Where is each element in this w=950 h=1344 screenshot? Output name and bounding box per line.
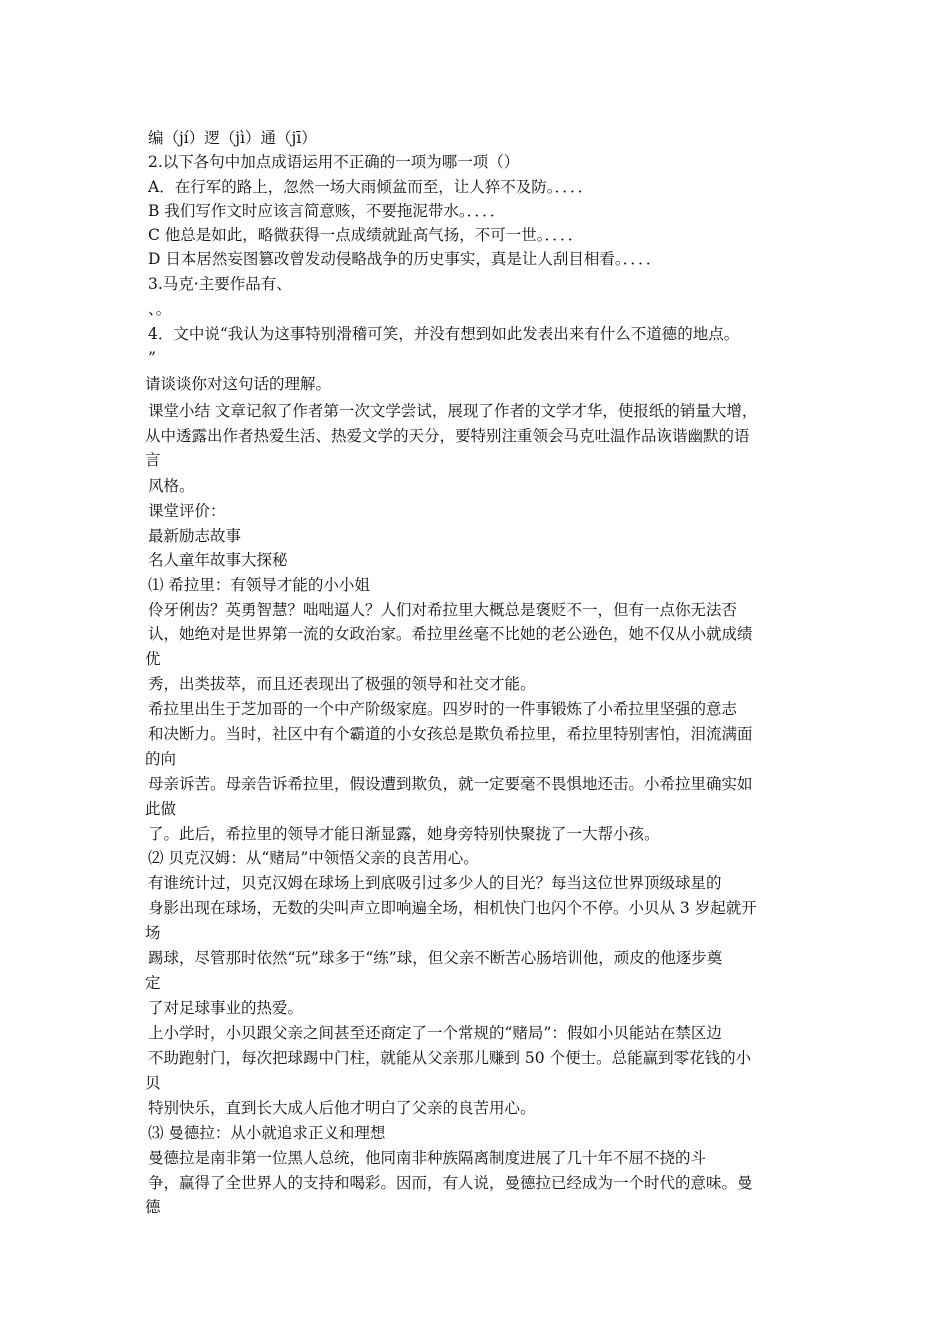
question-3-cont: 、。 [148,300,172,318]
story-1-line: 了。此后，希拉里的领导才能日渐显露，她身旁特别快聚拢了一大帮小孩。 [148,825,660,843]
story-1-title: ⑴ 希拉里：有领导才能的小小姐 [148,576,370,594]
story-1-line: 认，她绝对是世界第一流的女政治家。希拉里丝毫不比她的老公逊色，她不仅从小就成绩 [148,625,753,643]
story-1-line: 的向 [145,750,177,768]
story-2-line: 贝 [145,1074,161,1092]
story-1-line: 伶牙俐齿？英勇智慧？咄咄逼人？人们对希拉里大概总是褒贬不一，但有一点你无法否 [148,601,738,619]
story-3-line: 德 [145,1198,161,1216]
story-2-line: 身影出现在球场，无数的尖叫声立即响遍全场，相机快门也闪个不停。小贝从 3 岁起就开 [148,899,757,917]
story-2-line: 定 [145,974,161,992]
story-2-line: 了对足球事业的热爱。 [148,999,304,1017]
story-2-line: 不助跑射门，每次把球踢中门柱，就能从父亲那儿赚到 50 个便士。总能赢到零花钱的小 [148,1049,752,1067]
option-d: D 日本居然妄图篡改曾发动侵略战争的历史事实，真是让人刮目相看。．．．． [148,250,662,268]
summary-line-2: 从中透露出作者热爱生活、热爱文学的天分，要特别注重领会马克吐温作品诙谐幽默的语 [145,427,750,445]
story-1-line: 希拉里出生于芝加哥的一个中产阶级家庭。四岁时的一件事锻炼了小希拉里坚强的意志 [148,700,738,718]
story-2-line: 踢球，尽管那时依然“玩”球多于“练”球，但父亲不断苦心肠培训他，顽皮的他逐步奠 [148,949,723,967]
story-subheading: 名人童年故事大探秘 [148,551,288,569]
story-2-line: 有谁统计过，贝克汉姆在球场上到底吸引过多少人的目光？每当这位世界顶级球星的 [148,874,722,892]
story-1-line: 此做 [145,800,177,818]
option-a: A．在行军的路上，忽然一场大雨倾盆而至，让人猝不及防。．．．． [148,178,594,196]
story-1-line: 秀，出类拔萃，而且还表现出了极强的领导和社交才能。 [148,675,536,693]
story-3-line: 争，赢得了全世界人的支持和喝彩。因而，有人说，曼德拉已经成为一个时代的意味。曼 [148,1174,753,1192]
story-3-title: ⑶ 曼德拉：从小就追求正义和理想 [148,1124,386,1142]
summary-line-1: 课堂小结 文章记叙了作者第一次文学尝试，展现了作者的文学才华，使报纸的销量大增， [148,402,758,420]
story-3-line: 曼德拉是南非第一位黑人总统，他同南非种族隔离制度进展了几十年不屈不挠的斗 [148,1149,707,1167]
question-3: 3.马克·主要作品有、 [148,275,292,293]
story-2-line: 特别快乐，直到长大成人后他才明白了父亲的良苦用心。 [148,1099,536,1117]
story-1-line: 优 [145,650,161,668]
question-4: 4．文中说“我认为这事特别滑稽可笑，并没有想到如此发表出来有什么不道德的地点。 [148,325,740,343]
summary-line-3: 言 [145,451,161,469]
summary-line-4: 风格。 [148,477,195,495]
evaluation-heading: 课堂评价： [148,502,226,520]
option-b: B 我们写作文时应该言简意赅，不要拖泥带水。．．．． [148,202,506,220]
story-2-line: 场 [145,924,161,942]
option-c: C 他总是如此，略微获得一点成绩就趾高气扬，不可一世。．．．． [148,226,584,244]
story-heading: 最新励志故事 [148,527,242,545]
text-line-1: 编（jí）逻（jì）通（jī） [148,129,317,147]
question-4-prompt: 请谈谈你对这句话的理解。 [145,375,332,393]
question-4-quote-end: ” [148,349,156,367]
story-1-line: 和决断力。当时，社区中有个霸道的小女孩总是欺负希拉里，希拉里特别害怕，泪流满面 [148,725,753,743]
question-2: 2.以下各句中加点成语运用不正确的一项为哪一项（） [148,153,520,171]
story-2-line: 上小学时，小贝跟父亲之间甚至还商定了一个常规的“赌局”：假如小贝能站在禁区边 [148,1024,722,1042]
story-2-title: ⑵ 贝克汉姆：从“赌局”中领悟父亲的良苦用心。 [148,849,479,867]
story-1-line: 母亲诉苦。母亲告诉希拉里，假设遭到欺负，就一定要毫不畏惧地还击。小希拉里确实如 [148,775,753,793]
